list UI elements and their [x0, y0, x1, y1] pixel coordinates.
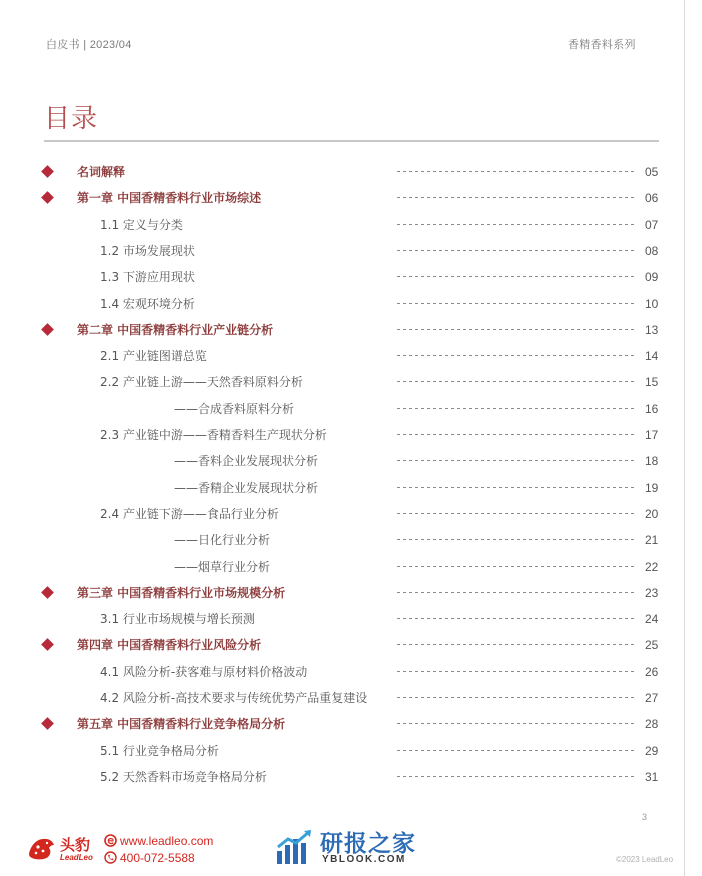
toc-page-number: 27 — [645, 691, 659, 705]
toc-page-number: 07 — [645, 218, 659, 232]
dot-leader — [397, 566, 634, 568]
dot-leader — [397, 618, 634, 620]
toc-chapter-row[interactable] — [0, 159, 702, 185]
dot-leader — [397, 303, 634, 305]
toc-page-number: 05 — [645, 165, 659, 179]
toc-entry-title: 2.3 产业链中游——香精香料生产现状分析 — [100, 428, 327, 442]
leadleo-logo — [26, 834, 114, 864]
dot-leader — [397, 460, 634, 462]
toc-section-row[interactable] — [0, 606, 702, 632]
toc-section-row[interactable] — [0, 554, 702, 580]
dot-leader — [397, 355, 634, 357]
toc-page-number: 28 — [645, 717, 659, 731]
toc-entry-title: 4.1 风险分析-获客难与原材料价格波动 — [100, 665, 308, 679]
toc-page-number: 15 — [645, 375, 659, 389]
toc-section-row[interactable] — [0, 212, 702, 238]
toc-page-number: 14 — [645, 349, 659, 363]
dot-leader — [397, 539, 634, 541]
bar-chart-logo-icon — [276, 829, 314, 865]
toc-chapter-row[interactable] — [0, 580, 702, 606]
toc-chapter-row[interactable] — [0, 185, 702, 211]
toc-page-number: 10 — [645, 297, 659, 311]
toc-chapter-row[interactable] — [0, 711, 702, 737]
toc-chapter-row[interactable] — [0, 632, 702, 658]
watermark-text-en: YBLOOK.COM — [322, 854, 406, 865]
toc-section-row[interactable] — [0, 396, 702, 422]
toc-entry-title: 1.1 定义与分类 — [100, 218, 183, 232]
web-icon — [104, 834, 117, 847]
toc-entry-title: 2.1 产业链图谱总览 — [100, 349, 207, 363]
toc-page-number: 25 — [645, 638, 659, 652]
toc-entry-title: ——香料企业发展现状分析 — [174, 454, 319, 468]
page-number: 3 — [642, 812, 648, 822]
dot-leader — [397, 487, 634, 489]
dot-leader — [397, 776, 634, 778]
toc-page-number: 21 — [645, 533, 659, 547]
diamond-bullet-icon — [41, 638, 54, 651]
toc-section-row[interactable] — [0, 685, 702, 711]
toc-page-number: 17 — [645, 428, 659, 442]
dot-leader — [397, 408, 634, 410]
diamond-bullet-icon — [41, 717, 54, 730]
toc-section-row[interactable] — [0, 448, 702, 474]
toc-entry-title: 5.2 天然香料市场竞争格局分析 — [100, 770, 267, 784]
toc-entry-title: 第五章 中国香精香料行业竞争格局分析 — [77, 717, 286, 731]
toc-section-row[interactable] — [0, 264, 702, 290]
toc-entry-title: 第一章 中国香精香料行业市场综述 — [77, 191, 262, 205]
header-series: 香精香料系列 — [568, 39, 636, 51]
toc-page-number: 06 — [645, 191, 659, 205]
toc-section-row[interactable] — [0, 659, 702, 685]
toc-entry-title: ——烟草行业分析 — [174, 560, 271, 574]
copyright: ©2023 LeadLeo — [616, 855, 674, 864]
page-title: 目录 — [44, 104, 99, 134]
dot-leader — [397, 197, 634, 199]
watermark-text-cn: 研报之家 — [320, 831, 416, 857]
dot-leader — [397, 250, 634, 252]
logo-text-en: LeadLeo — [60, 853, 93, 862]
toc-section-row[interactable] — [0, 527, 702, 553]
toc-page-number: 20 — [645, 507, 659, 521]
toc-page-number: 09 — [645, 270, 659, 284]
dot-leader — [397, 276, 634, 278]
dot-leader — [397, 329, 634, 331]
toc-entry-title: 第四章 中国香精香料行业风险分析 — [77, 638, 262, 652]
toc-page-number: 26 — [645, 665, 659, 679]
diamond-bullet-icon — [41, 586, 54, 599]
toc-entry-title: 2.4 产业链下游——食品行业分析 — [100, 507, 279, 521]
toc-page-number: 29 — [645, 744, 659, 758]
dot-leader — [397, 723, 634, 725]
toc-entry-title: 1.3 下游应用现状 — [100, 270, 195, 284]
toc-page-number: 23 — [645, 586, 659, 600]
toc-section-row[interactable] — [0, 343, 702, 369]
website-contact[interactable] — [104, 834, 213, 848]
toc-entry-title: ——日化行业分析 — [174, 533, 271, 547]
dot-leader — [397, 171, 634, 173]
dot-leader — [397, 750, 634, 752]
toc-entry-title: ——合成香料原料分析 — [174, 402, 295, 416]
diamond-bullet-icon — [41, 323, 54, 336]
toc-entry-title: 第二章 中国香精香料行业产业链分析 — [77, 323, 274, 337]
dot-leader — [397, 671, 634, 673]
diamond-bullet-icon — [41, 191, 54, 204]
phone-contact — [104, 851, 195, 865]
toc-entry-title: 5.1 行业竞争格局分析 — [100, 744, 219, 758]
dot-leader — [397, 224, 634, 226]
toc-section-row[interactable] — [0, 764, 702, 790]
dot-leader — [397, 697, 634, 699]
toc-page-number: 19 — [645, 481, 659, 495]
toc-page-number: 16 — [645, 402, 659, 416]
toc-entry-title: 第三章 中国香精香料行业市场规模分析 — [77, 586, 286, 600]
toc-section-row[interactable] — [0, 291, 702, 317]
yblook-watermark — [276, 825, 436, 869]
header-doc-type: 白皮书 | 2023/04 — [46, 39, 132, 51]
leopard-icon — [26, 834, 56, 862]
dot-leader — [397, 592, 634, 594]
website-link[interactable]: www.leadleo.com — [120, 834, 214, 848]
dot-leader — [397, 434, 634, 436]
diamond-bullet-icon — [41, 165, 54, 178]
toc-page-number: 22 — [645, 560, 659, 574]
toc-page-number: 08 — [645, 244, 659, 258]
toc-entry-title: 2.2 产业链上游——天然香料原料分析 — [100, 375, 303, 389]
toc-section-row[interactable] — [0, 501, 702, 527]
toc-section-row[interactable] — [0, 238, 702, 264]
toc-chapter-row[interactable] — [0, 317, 702, 343]
toc-page-number: 24 — [645, 612, 659, 626]
phone-number: 400-072-5588 — [120, 851, 195, 865]
toc-entry-title: 4.2 风险分析-高技术要求与传统优势产品重复建设 — [100, 691, 368, 705]
toc-section-row[interactable] — [0, 422, 702, 448]
phone-icon — [104, 851, 117, 864]
toc-entry-title: 3.1 行业市场规模与增长预测 — [100, 612, 255, 626]
toc-page-number: 18 — [645, 454, 659, 468]
logo-text-cn: 头豹 — [60, 836, 91, 854]
toc-section-row[interactable] — [0, 369, 702, 395]
dot-leader — [397, 513, 634, 515]
toc-entry-title: 1.2 市场发展现状 — [100, 244, 195, 258]
toc-page-number: 31 — [645, 770, 659, 784]
dot-leader — [397, 381, 634, 383]
toc-entry-title: ——香精企业发展现状分析 — [174, 481, 319, 495]
toc-entry-title: 名词解释 — [77, 165, 126, 179]
toc-section-row[interactable] — [0, 738, 702, 764]
dot-leader — [397, 644, 634, 646]
toc-section-row[interactable] — [0, 475, 702, 501]
toc-page-number: 13 — [645, 323, 659, 337]
toc-entry-title: 1.4 宏观环境分析 — [100, 297, 195, 311]
